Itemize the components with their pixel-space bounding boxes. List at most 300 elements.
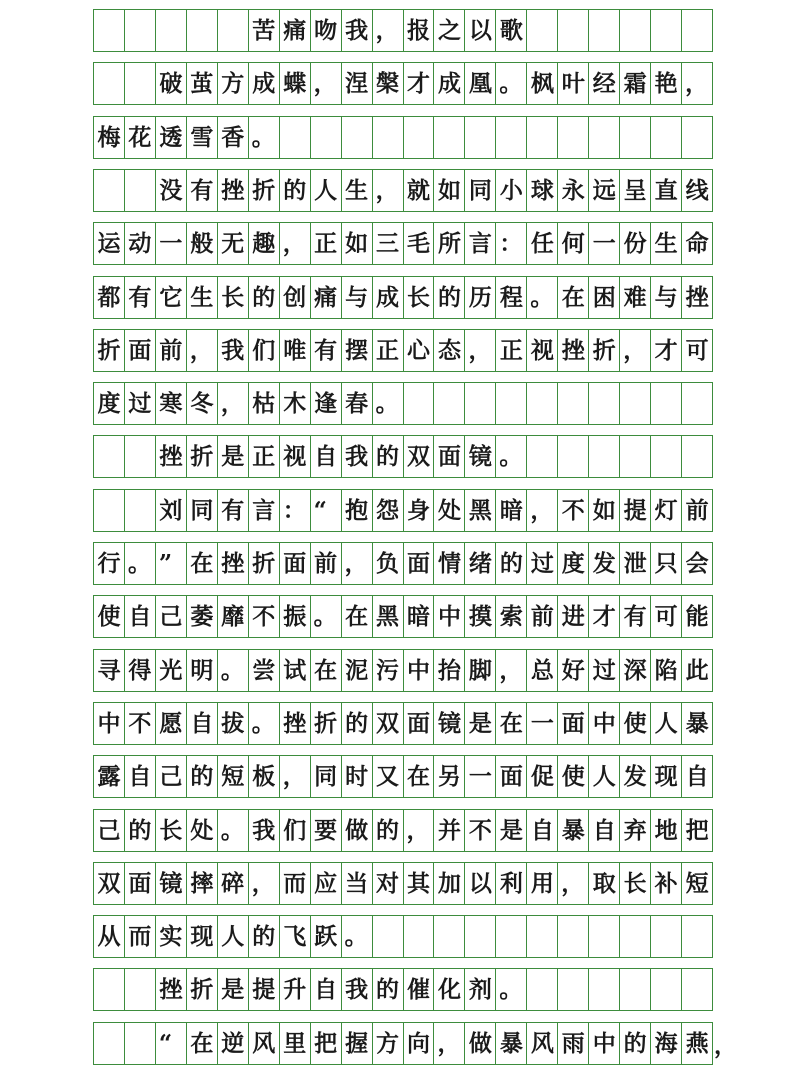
- grid-cell: [404, 330, 435, 371]
- glyph: 短: [685, 870, 709, 897]
- glyph: 折: [190, 443, 214, 470]
- grid-cell: [465, 490, 496, 531]
- grid-cell: [311, 969, 342, 1010]
- glyph: 线: [685, 177, 709, 204]
- glyph: 们: [283, 817, 307, 844]
- grid-cell: [589, 596, 620, 637]
- grid-cell: [218, 63, 249, 104]
- glyph: 枯: [252, 390, 276, 417]
- grid-cell: [342, 650, 373, 691]
- glyph: 。: [220, 657, 244, 684]
- grid-cell: [404, 170, 435, 211]
- glyph: 吻: [314, 17, 338, 44]
- grid-cell: [94, 543, 125, 584]
- grid-cell: [651, 383, 682, 424]
- glyph: 面: [407, 550, 430, 577]
- glyph: 自: [314, 443, 338, 470]
- glyph: 正: [376, 337, 400, 364]
- glyph: 刘: [159, 497, 183, 524]
- glyph: 在: [190, 550, 214, 577]
- grid-cell: [620, 383, 651, 424]
- grid-cell: [620, 969, 651, 1010]
- grid-cell: [187, 117, 218, 158]
- grid-cell: [434, 383, 465, 424]
- grid-cell: [589, 969, 620, 1010]
- grid-cell: [589, 277, 620, 318]
- grid-cell: [620, 650, 651, 691]
- grid-cell: [311, 543, 342, 584]
- glyph: 言: [252, 497, 276, 524]
- grid-cell: [342, 117, 373, 158]
- grid-row: [93, 222, 713, 265]
- glyph: 度: [97, 390, 121, 417]
- grid-cell: [682, 223, 713, 264]
- grid-cell: [589, 703, 620, 744]
- glyph: 不: [561, 497, 585, 524]
- glyph: 好: [561, 657, 585, 684]
- grid-cell: [156, 810, 187, 851]
- glyph: 直: [654, 177, 678, 204]
- glyph: 三: [376, 230, 400, 257]
- glyph: 春: [345, 390, 369, 417]
- grid-cell: [434, 756, 465, 797]
- grid-cell: [249, 223, 280, 264]
- glyph: 呈: [623, 177, 647, 204]
- grid-cell: [496, 170, 527, 211]
- glyph: 燕: [685, 1030, 709, 1057]
- grid-cell: [342, 330, 373, 371]
- glyph: 难: [623, 284, 647, 311]
- glyph: 自: [592, 817, 616, 844]
- grid-cell: [249, 170, 280, 211]
- grid-cell: [465, 916, 496, 957]
- glyph: 摔: [190, 870, 214, 897]
- grid-cell: [280, 330, 311, 371]
- grid-cell: [156, 63, 187, 104]
- glyph: 剂: [468, 976, 492, 1003]
- grid-cell: [125, 170, 156, 211]
- glyph: 向: [407, 1030, 430, 1057]
- grid-cell: [589, 756, 620, 797]
- grid-cell: [465, 10, 496, 51]
- glyph: 提: [623, 497, 647, 524]
- glyph: 中: [437, 603, 461, 630]
- glyph: 得: [128, 657, 152, 684]
- grid-cell: [527, 703, 558, 744]
- grid-cell: [465, 863, 496, 904]
- grid-cell: [651, 969, 682, 1010]
- grid-cell: [651, 863, 682, 904]
- glyph: 双: [407, 443, 430, 470]
- glyph: 就: [407, 177, 430, 204]
- glyph: 永: [561, 177, 585, 204]
- grid-cell: [373, 650, 404, 691]
- grid-cell: [434, 916, 465, 957]
- glyph: 泥: [345, 657, 369, 684]
- grid-cell: [527, 383, 558, 424]
- glyph: 时: [345, 763, 369, 790]
- grid-cell: [156, 223, 187, 264]
- grid-cell: [373, 436, 404, 477]
- glyph: 。: [344, 923, 368, 950]
- grid-cell: [496, 330, 527, 371]
- grid-cell: [94, 117, 125, 158]
- grid-cell: [682, 916, 713, 957]
- grid-cell: [311, 756, 342, 797]
- grid-cell: [651, 810, 682, 851]
- grid-cell: [589, 436, 620, 477]
- glyph: 雪: [190, 124, 214, 151]
- grid-cell: [589, 10, 620, 51]
- grid-cell: [434, 543, 465, 584]
- grid-cell: [218, 10, 249, 51]
- grid-cell: [280, 63, 311, 104]
- glyph: 都: [97, 284, 121, 311]
- grid-cell: [125, 810, 156, 851]
- glyph: 同: [314, 763, 338, 790]
- grid-cell: [404, 543, 435, 584]
- glyph: 是: [221, 443, 245, 470]
- glyph: 露: [97, 763, 121, 790]
- grid-cell: [94, 330, 125, 371]
- grid-cell: [620, 436, 651, 477]
- glyph: 长: [221, 284, 245, 311]
- grid-cell: [280, 436, 311, 477]
- glyph: 可: [685, 337, 709, 364]
- grid-cell: [589, 383, 620, 424]
- glyph: 态: [437, 337, 461, 364]
- grid-cell: [156, 436, 187, 477]
- grid-cell: [187, 490, 218, 531]
- grid-cell: [465, 1023, 496, 1064]
- margin-overflow-punctuation: ，: [714, 1032, 737, 1059]
- grid-cell: [589, 863, 620, 904]
- glyph: 前: [685, 497, 709, 524]
- glyph: 长: [623, 870, 647, 897]
- grid-cell: [496, 863, 527, 904]
- grid-cell: [156, 490, 187, 531]
- grid-cell: [589, 117, 620, 158]
- grid-cell: [125, 10, 156, 51]
- grid-cell: [218, 596, 249, 637]
- grid-cell: [156, 650, 187, 691]
- glyph: 有: [128, 284, 152, 311]
- grid-cell: [311, 117, 342, 158]
- glyph: 生: [345, 177, 369, 204]
- glyph: 使: [561, 763, 585, 790]
- glyph: 涅: [345, 70, 369, 97]
- glyph: 利: [499, 870, 523, 897]
- grid-cell: [651, 277, 682, 318]
- grid-cell: [651, 650, 682, 691]
- glyph: 挫: [685, 284, 709, 311]
- grid-cell: [465, 277, 496, 318]
- grid-row: [93, 968, 713, 1011]
- glyph: 逢: [314, 390, 338, 417]
- grid-cell: [125, 916, 156, 957]
- grid-cell: [249, 703, 280, 744]
- glyph: 挫: [221, 550, 245, 577]
- glyph: 方: [221, 70, 245, 97]
- grid-cell: [589, 543, 620, 584]
- grid-cell: [558, 863, 589, 904]
- glyph: 前: [314, 550, 338, 577]
- glyph: 叶: [561, 70, 585, 97]
- grid-cell: [94, 650, 125, 691]
- glyph: 们: [252, 337, 276, 364]
- grid-cell: [373, 863, 404, 904]
- glyph: 的: [376, 976, 400, 1003]
- grid-cell: [218, 543, 249, 584]
- glyph: 愿: [159, 710, 183, 737]
- grid-cell: [434, 596, 465, 637]
- grid-cell: [125, 490, 156, 531]
- glyph: 怨: [376, 497, 400, 524]
- grid-cell: [156, 756, 187, 797]
- grid-cell: [311, 277, 342, 318]
- grid-cell: [342, 703, 373, 744]
- grid-cell: [620, 756, 651, 797]
- grid-cell: [373, 10, 404, 51]
- glyph: 是: [468, 710, 492, 737]
- grid-cell: [682, 969, 713, 1010]
- glyph: 不: [468, 817, 492, 844]
- glyph: 程: [499, 284, 523, 311]
- glyph: 没: [159, 177, 183, 204]
- grid-cell: [156, 170, 187, 211]
- grid-cell: [682, 330, 713, 371]
- grid-cell: [187, 63, 218, 104]
- glyph: 提: [252, 976, 276, 1003]
- glyph: 处: [437, 497, 461, 524]
- grid-cell: [527, 969, 558, 1010]
- glyph: ，: [499, 657, 523, 684]
- grid-cell: [342, 10, 373, 51]
- glyph: ，: [406, 817, 430, 844]
- glyph: 进: [561, 603, 585, 630]
- grid-cell: [156, 969, 187, 1010]
- grid-cell: [620, 117, 651, 158]
- glyph: ，: [251, 870, 275, 897]
- grid-cell: [434, 436, 465, 477]
- grid-cell: [249, 1023, 280, 1064]
- glyph: 处: [190, 817, 214, 844]
- grid-cell: [589, 916, 620, 957]
- grid-cell: [558, 703, 589, 744]
- grid-cell: [465, 703, 496, 744]
- grid-cell: [434, 969, 465, 1010]
- glyph: 球: [530, 177, 554, 204]
- glyph: 振: [283, 603, 307, 630]
- glyph: 要: [314, 817, 338, 844]
- glyph: 我: [252, 817, 276, 844]
- grid-cell: [125, 277, 156, 318]
- grid-cell: [311, 10, 342, 51]
- glyph: ，: [189, 337, 213, 364]
- glyph: 透: [159, 124, 183, 151]
- grid-cell: [527, 810, 558, 851]
- glyph: 自: [530, 817, 554, 844]
- glyph: 才: [654, 337, 678, 364]
- grid-cell: [682, 10, 713, 51]
- glyph: 视: [530, 337, 554, 364]
- glyph: 人: [654, 710, 678, 737]
- glyph: 暗: [407, 603, 430, 630]
- glyph: 里: [283, 1030, 307, 1057]
- glyph: 弃: [623, 817, 647, 844]
- glyph: 黑: [376, 603, 400, 630]
- grid-cell: [187, 543, 218, 584]
- glyph: 成: [252, 70, 276, 97]
- glyph: 风: [530, 1030, 554, 1057]
- grid-cell: [496, 383, 527, 424]
- grid-cell: [125, 543, 156, 584]
- grid-cell: [558, 10, 589, 51]
- grid-cell: [620, 170, 651, 211]
- grid-row: [93, 702, 713, 745]
- grid-cell: [218, 863, 249, 904]
- grid-cell: [527, 10, 558, 51]
- glyph: 破: [159, 70, 183, 97]
- grid-cell: [94, 436, 125, 477]
- glyph: 折: [190, 976, 214, 1003]
- glyph: 镜: [159, 870, 183, 897]
- grid-cell: [156, 10, 187, 51]
- grid-cell: [682, 1023, 713, 1064]
- grid-cell: [527, 330, 558, 371]
- glyph: 总: [530, 657, 554, 684]
- grid-cell: [682, 596, 713, 637]
- grid-cell: [94, 756, 125, 797]
- grid-cell: [311, 810, 342, 851]
- glyph: 另: [437, 763, 461, 790]
- grid-cell: [465, 436, 496, 477]
- grid-cell: [342, 596, 373, 637]
- glyph: 有: [190, 177, 214, 204]
- grid-cell: [373, 810, 404, 851]
- glyph: 一: [159, 230, 183, 257]
- grid-row: [93, 276, 713, 319]
- glyph: 同: [468, 177, 492, 204]
- glyph: 镜: [437, 710, 461, 737]
- glyph: ”: [158, 550, 173, 577]
- glyph: 前: [530, 603, 554, 630]
- grid-cell: [125, 863, 156, 904]
- glyph: 过: [128, 390, 152, 417]
- grid-cell: [496, 10, 527, 51]
- glyph: 。: [530, 284, 554, 311]
- glyph: ，: [530, 497, 554, 524]
- glyph: 光: [159, 657, 183, 684]
- glyph: 暗: [499, 497, 523, 524]
- glyph: 般: [190, 230, 214, 257]
- glyph: 尝: [252, 657, 276, 684]
- grid-cell: [434, 1023, 465, 1064]
- glyph: ，: [623, 337, 647, 364]
- grid-cell: [280, 490, 311, 531]
- glyph: 双: [376, 710, 400, 737]
- grid-cell: [342, 170, 373, 211]
- glyph: 暴: [499, 1030, 523, 1057]
- grid-cell: [496, 703, 527, 744]
- grid-cell: [342, 969, 373, 1010]
- grid-row: [93, 755, 713, 798]
- glyph: 凰: [468, 70, 492, 97]
- glyph: 化: [437, 976, 461, 1003]
- grid-cell: [187, 596, 218, 637]
- grid-cell: [589, 330, 620, 371]
- grid-cell: [496, 756, 527, 797]
- glyph: ，: [282, 230, 306, 257]
- grid-cell: [558, 170, 589, 211]
- glyph: 长: [407, 284, 430, 311]
- glyph: 发: [592, 550, 616, 577]
- grid-cell: [125, 117, 156, 158]
- grid-cell: [187, 436, 218, 477]
- grid-cell: [434, 703, 465, 744]
- grid-cell: [682, 756, 713, 797]
- grid-cell: [558, 969, 589, 1010]
- grid-cell: [620, 703, 651, 744]
- grid-cell: [527, 63, 558, 104]
- grid-cell: [589, 170, 620, 211]
- glyph: 枫: [530, 70, 554, 97]
- grid-cell: [218, 223, 249, 264]
- glyph: 所: [437, 230, 461, 257]
- grid-cell: [465, 117, 496, 158]
- glyph: 成: [376, 284, 400, 311]
- grid-cell: [404, 63, 435, 104]
- glyph: 明: [190, 657, 214, 684]
- grid-cell: [187, 916, 218, 957]
- grid-cell: [156, 543, 187, 584]
- grid-cell: [156, 1023, 187, 1064]
- grid-cell: [404, 810, 435, 851]
- grid-cell: [651, 223, 682, 264]
- glyph: ，: [282, 763, 306, 790]
- grid-cell: [311, 596, 342, 637]
- grid-cell: [94, 10, 125, 51]
- grid-cell: [682, 863, 713, 904]
- glyph: ：: [499, 230, 523, 257]
- grid-cell: [434, 650, 465, 691]
- grid-cell: [527, 650, 558, 691]
- glyph: 份: [623, 230, 647, 257]
- glyph: 暴: [561, 817, 585, 844]
- grid-cell: [373, 543, 404, 584]
- grid-cell: [558, 756, 589, 797]
- grid-cell: [311, 436, 342, 477]
- grid-cell: [620, 490, 651, 531]
- glyph: 梅: [97, 124, 121, 151]
- glyph: 苦: [252, 17, 276, 44]
- glyph: 的: [623, 1030, 647, 1057]
- grid-cell: [218, 650, 249, 691]
- grid-cell: [404, 1023, 435, 1064]
- grid-cell: [249, 863, 280, 904]
- grid-cell: [651, 1023, 682, 1064]
- grid-cell: [280, 223, 311, 264]
- grid-cell: [94, 383, 125, 424]
- grid-cell: [527, 170, 558, 211]
- grid-cell: [125, 650, 156, 691]
- glyph: 己: [97, 817, 121, 844]
- glyph: 能: [685, 603, 709, 630]
- glyph: 不: [128, 710, 152, 737]
- grid-cell: [218, 1023, 249, 1064]
- glyph: 在: [499, 710, 523, 737]
- grid-cell: [311, 170, 342, 211]
